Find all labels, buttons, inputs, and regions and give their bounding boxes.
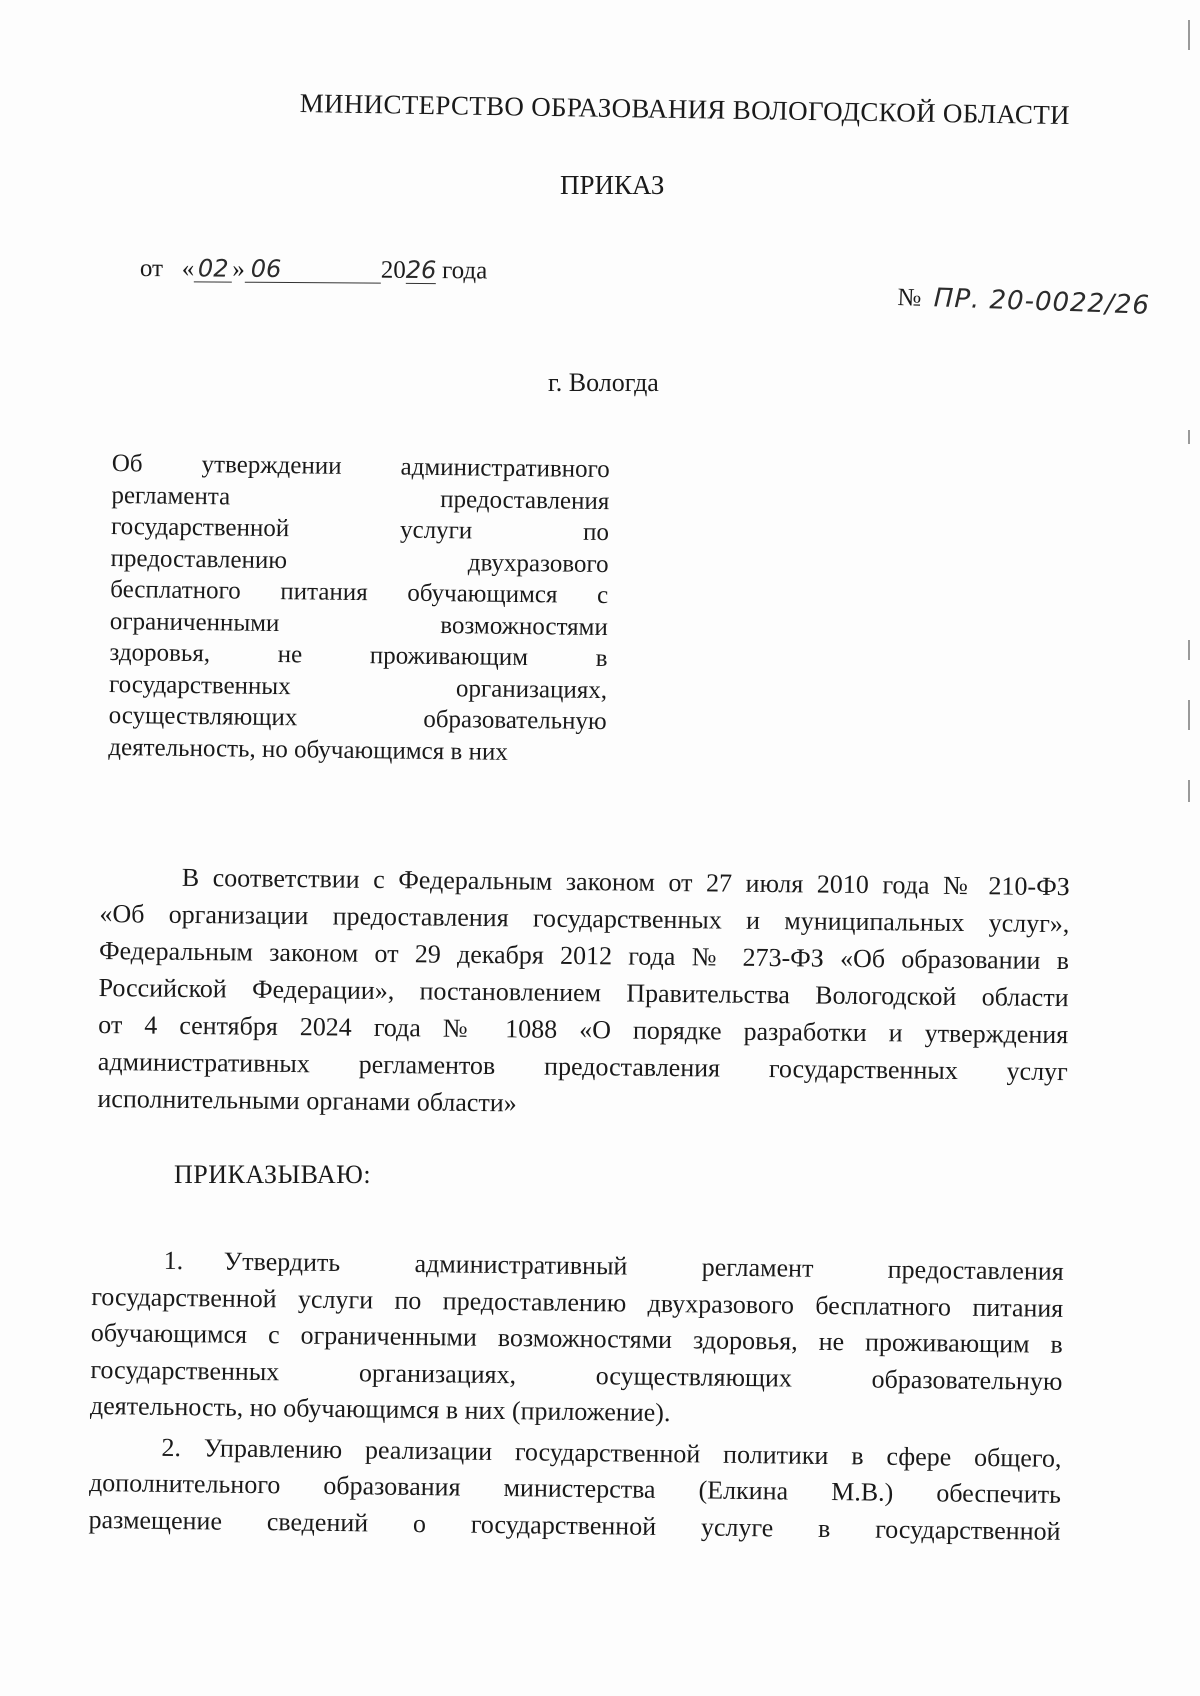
- order-items: [88, 1242, 1064, 1550]
- subject-line: осуществляющих образовательную: [108, 701, 607, 736]
- number-sign: №: [896, 283, 922, 312]
- preamble-line: исполнительными органами области»: [97, 1083, 517, 1118]
- item-2-text: Управлению реализации государственной политики в сфере общего,: [203, 1432, 1062, 1473]
- item-1-line: государственной услуги по предоставлению двухразового бесплатного питания: [91, 1281, 1064, 1323]
- document-type-title: ПРИКАЗ: [560, 170, 665, 200]
- order-number: [897, 282, 1151, 321]
- subject-line: Об утверждении административного: [111, 449, 610, 484]
- date-month: 06: [245, 256, 381, 284]
- date-day: 02: [194, 255, 232, 282]
- ministry-header: МИНИСТЕРСТВО ОБРАЗОВАНИЯ ВОЛОГОДСКОЙ ОБЛАСТИ: [299, 88, 1071, 131]
- item-2-line: дополнительного образования министерства (Елкина М.В.) обеспечить: [88, 1467, 1062, 1509]
- subject-line: ограниченными возможностями: [109, 607, 609, 641]
- city: г. Вологда: [548, 368, 659, 397]
- preamble-line: административных регламентов предоставления государственных услуг: [97, 1046, 1068, 1087]
- preamble-line: «Об организации предоставления государственных и муниципальных услуг»,: [99, 898, 1070, 939]
- subject-line: деятельность, но обучающимся в них: [108, 733, 508, 766]
- number-value: ПР. 20-0022/26: [933, 283, 1151, 321]
- date-suffix: года: [441, 257, 488, 285]
- item-1-line: деятельность, но обучающимся в них (приложение).: [89, 1390, 671, 1428]
- preamble: [97, 858, 1070, 1127]
- date-close-quote: »: [232, 255, 245, 283]
- preamble-line: В соответствии с Федеральным законом от 27 июля 2010 года № 210-ФЗ: [181, 862, 1070, 902]
- item-1-text: Утвердить административный регламент предоставления: [223, 1246, 1064, 1286]
- item-1-line: государственных организациях, осуществляющих образовательную: [90, 1354, 1063, 1396]
- subject-line: предоставлению двухразового: [110, 544, 609, 578]
- subject-line: здоровья, не проживающим в: [109, 638, 608, 673]
- item-number: 1.: [163, 1245, 184, 1276]
- date-year-suffix: 26: [405, 255, 437, 285]
- order-date: [140, 255, 488, 285]
- subject-line: государственной услуги по: [110, 512, 610, 547]
- preamble-line: Федеральным законом от 29 декабря 2012 года № 273-ФЗ «Об образовании в: [98, 935, 1070, 976]
- preamble-line: Российской Федерации», постановлением Правительства Вологодской области: [98, 972, 1069, 1013]
- date-open-quote: «: [181, 255, 195, 283]
- subject-line: регламента предоставления: [111, 481, 610, 515]
- preamble-line: от 4 сентября 2024 года № 1088 «О порядке разработки и утверждения: [98, 1009, 1069, 1050]
- item-number: 2.: [161, 1432, 182, 1462]
- date-year-prefix: 20: [380, 256, 406, 284]
- subject-line: бесплатного питания обучающимся с: [110, 575, 609, 610]
- subject-line: государственных организациях,: [108, 670, 608, 704]
- scan-edge-marks: [1188, 0, 1194, 1696]
- item-2-line: размещение сведений о государственной услуге в государственной: [88, 1504, 1061, 1546]
- orders-word: ПРИКАЗЫВАЮ:: [174, 1160, 372, 1189]
- order-subject: [108, 448, 610, 769]
- item-1-line: обучающимся с ограниченными возможностями здоровья, не проживающим в: [90, 1317, 1063, 1359]
- date-prefix: от: [139, 255, 164, 283]
